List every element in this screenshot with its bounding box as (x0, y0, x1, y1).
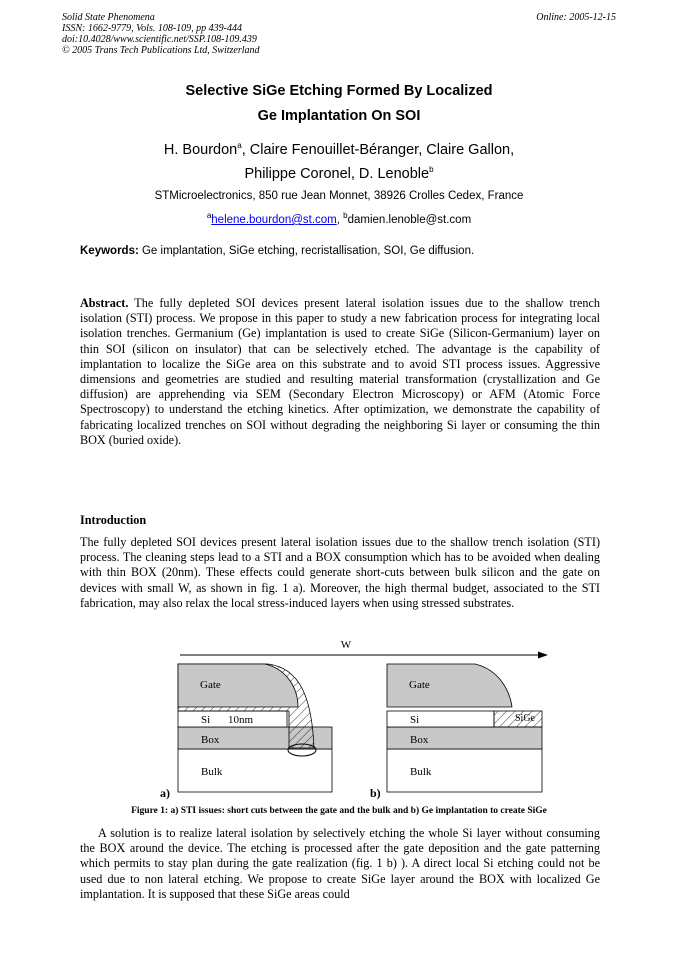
panel-a (160, 664, 332, 800)
panel-a-box-label: Box (201, 734, 220, 746)
panel-a-thickness-label: 10nm (228, 714, 254, 726)
panel-b-bulk-label: Bulk (410, 766, 432, 778)
author-sup-a: a (237, 141, 242, 150)
author-bourdon: H. Bourdon (163, 141, 238, 158)
author-sup-b: b (429, 165, 434, 174)
panel-a-bulk-label: Bulk (201, 766, 223, 778)
panel-b-si (387, 711, 494, 727)
email-link-bourdon[interactable]: helene.bourdon@st.com (211, 213, 337, 226)
authors-rest: , Claire Fenouillet-Béranger, Claire Gallon, (241, 141, 515, 158)
panel-a-si-label: Si (201, 714, 211, 726)
panel-b-sige-label: SiGe (515, 713, 535, 724)
introduction-paragraph-2: A solution is to realize lateral isolation by selectively etching the whole Si layer without consuming the BOX around the device. The etching is processed after the gate deposition and the gate patterning which permits to stay plan during the gate realization (fig. 1 b) ). A direct local Si etching could not be used due to non lateral etching. We propose to create SiGe layer around the BOX with localized Ge implantation. It is supposed that these SiGe areas could (80, 826, 600, 901)
email-sup-a: a (206, 211, 212, 220)
copyright-line: © 2005 Trans Tech Publications Ltd, Switzerland (62, 45, 260, 56)
keywords-text: Ge implantation, SiGe etching, recristallisation, SOI, Ge diffusion. (138, 245, 475, 257)
title-line-1: Selective SiGe Etching Formed By Localized (185, 83, 493, 99)
panel-b-box-label: Box (410, 734, 429, 746)
journal-name: Solid State Phenomena (62, 12, 155, 23)
issn-line: ISSN: 1662-9779, Vols. 108-109, pp 439-444 (62, 23, 242, 34)
keywords (80, 245, 474, 257)
doi-line: doi:10.4028/www.scientific.net/SSP.108-109.439 (62, 34, 257, 45)
email-separator: , (336, 213, 344, 226)
w-label: W (340, 639, 352, 651)
panel-b-label: b) (370, 786, 381, 800)
figure-caption: Figure 1: a) STI issues: short cuts between the gate and the bulk and b) Ge implantation to create SiGe (131, 806, 547, 816)
panel-a-gate (178, 664, 298, 707)
online-date: Online: 2005-12-15 (536, 12, 616, 23)
affiliation: STMicroelectronics, 850 rue Jean Monnet, 38926 Crolles Cedex, France (154, 190, 524, 202)
email-lenoble: damien.lenoble@st.com (347, 213, 472, 226)
abstract-text: The fully depleted SOI devices present lateral isolation issues due to the shallow trench isolation (STI) process. We propose in this paper to study a new fabrication process for integrating local isolation trenches. Germanium (Ge) implantation is used to create SiGe (Silicon-Germanium) layer on thin SOI (silicon on insulator) that can be selectively etched. The advantage is the capability of implantation to localize the SiGe area on this substrate and to avoid STI process issues. Aggressive dimensions and geometries are studied and resulting material transformation (crystallization and Ge diffusion) are apprehending via SEM (Secondary Electron Microscopy) or AFM (Atomic Force Spectroscopy) to understand the etching kinetics. After optimization, we demonstrate the capability of fabricating localized trenches on SOI without degrading the neighboring Si layer or consuming the thin BOX (buried oxide). (80, 296, 600, 447)
email-line (0, 211, 678, 226)
title-line-2: Ge Implantation On SOI (257, 108, 421, 124)
figure-1 (0, 632, 678, 804)
panel-a-label: a) (160, 786, 170, 800)
abstract-label: Abstract. (80, 296, 129, 310)
introduction-paragraph-1: The fully depleted SOI devices present lateral isolation issues due to the shallow trench isolation (STI) process. The cleaning steps lead to a STI and a BOX consumption which has to be avoided when dealing with thin BOX (20nm). These effects could generate short-cuts between bulk silicon and the gate on devices with small W, as shown in fig. 1 a). Moreover, the high thermal budget, associated to the STI fabrication, may also relax the local stress-induced layers when using stressed substrates. (80, 535, 600, 610)
keywords-label: Keywords: (80, 245, 139, 257)
w-arrowhead (538, 652, 548, 659)
authors-line-2 (0, 165, 678, 182)
panel-b-gate-label: Gate (409, 679, 430, 691)
panel-b-si-label: Si (410, 714, 420, 726)
panel-b-gate (387, 664, 512, 707)
panel-a-gate-label: Gate (200, 679, 221, 691)
panel-b (370, 664, 542, 800)
authors-line-1 (0, 141, 678, 158)
journal-header (62, 12, 260, 56)
authors-line-2-text: Philippe Coronel, D. Lenoble (244, 165, 430, 182)
abstract-paragraph (80, 296, 600, 448)
introduction-heading: Introduction (80, 513, 147, 527)
email-sup-b: b (343, 211, 348, 220)
